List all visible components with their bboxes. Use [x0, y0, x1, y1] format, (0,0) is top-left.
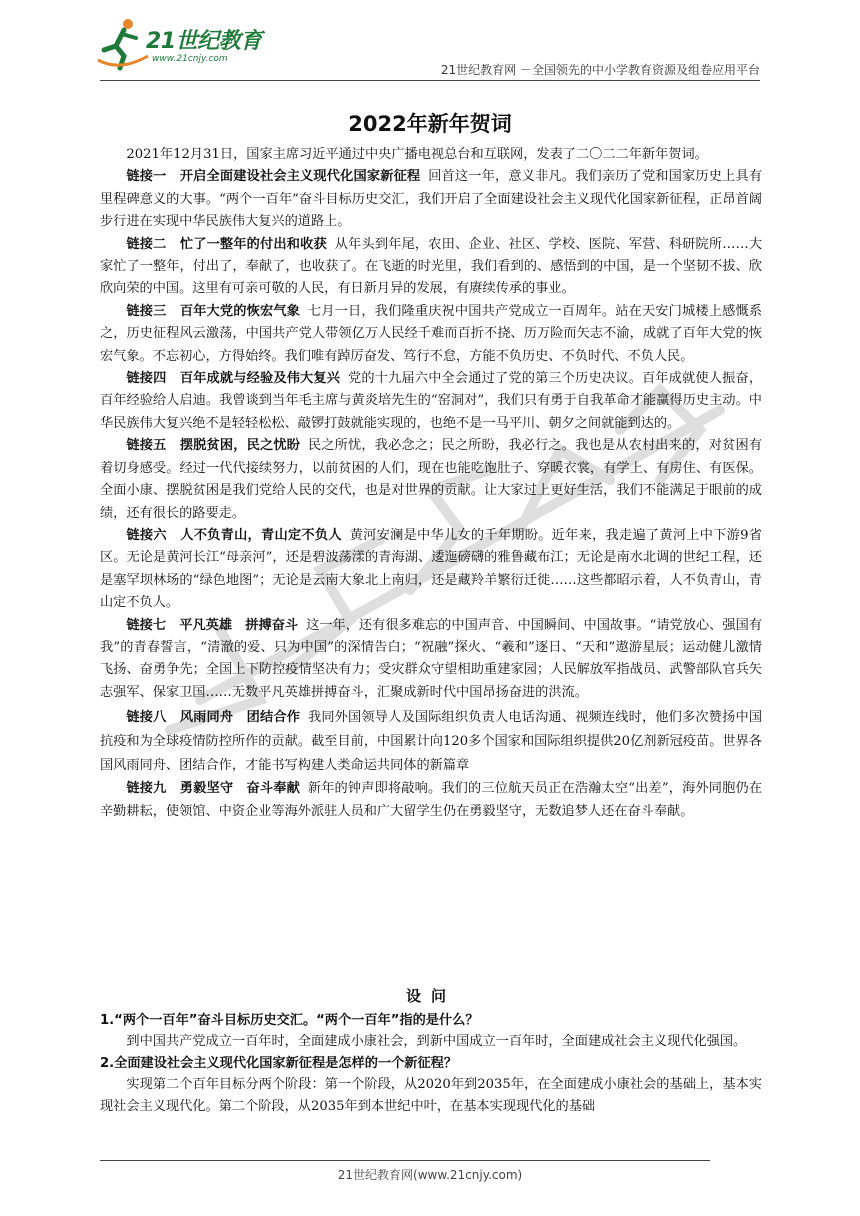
question: 1.“两个一百年”奋斗目标历史交汇。“两个一百年”指的是什么？: [100, 1012, 479, 1028]
link-heading: 链接三 百年大党的恢宏气象: [126, 303, 301, 319]
link-paragraph: [100, 166, 762, 233]
answer: 到中国共产党成立一百年时，全面建成小康社会，到新中国成立一百年时，全面建成社会主义现代化强国。: [126, 1034, 747, 1049]
site-logo[interactable]: [94, 14, 264, 76]
link-text: 七月一日，我们隆重庆祝中国共产党成立一百周年。站在天安门城楼上感慨系之，历史征程风云激荡，中国共产党人带领亿万人民经千难而百折不挠、历万险而矢志不渝，成就了百年大党的恢宏气象。不忘初心，方得始终。我们唯有踔厉奋发、笃行不怠，方能不负历史、不负时代、不负人民。: [100, 303, 763, 364]
logo-text: 21世纪教育: [146, 29, 262, 54]
page-header: [0, 0, 860, 82]
link-paragraph: [100, 301, 762, 368]
link-text: 我同外国领导人及国际组织负责人电话沟通、视频连线时，他们多次赞扬中国抗疫和为全球疫情防控所作的贡献。截至目前，中国累计向120多个国家和国际组织提供20亿剂新冠疫苗。世界各国风雨同舟、团结合作，才能书写构建人类命运共同体的新篇章: [100, 710, 763, 774]
link-heading: 链接八 风雨同舟 团结合作: [126, 710, 301, 726]
link-text: 新年的钟声即将敲响。我们的三位航天员正在浩瀚太空“出差”，海外同胞仍在辛勤耕耘，使领馆、中资企业等海外派驻人员和广大留学生仍在勇毅坚守，无数追梦人还在奋斗奉献。: [100, 781, 763, 819]
questions-section: [100, 986, 762, 1117]
answer: 实现第二个百年目标分两个阶段：第一个阶段，从2020年到2035年，在全面建成小康社会的基础上，基本实现社会主义现代化。第二个阶段，从2035年到本世纪中叶，在基本实现现代化的基础: [100, 1077, 762, 1114]
link-paragraph: [100, 234, 762, 301]
link-heading: 链接一 开启全面建设社会主义现代化国家新征程: [126, 169, 421, 185]
link-paragraph: [100, 778, 762, 823]
question: 2.全面建设社会主义现代化国家新征程是怎样的一个新征程？: [100, 1055, 458, 1071]
link-text: 从年头到年尾，农田、企业、社区、学校、医院、军营、科研院所……大家忙了一整年，付出了，奉献了，也收获了。在飞逝的时光里，我们看到的、感悟到的中国，是一个坚韧不拔、欣欣向荣的中国。这里有可亲可敬的人民，有日新月异的发展，有赓续传承的事业。: [100, 236, 763, 297]
site-name[interactable]: 21世纪教育网: [440, 63, 517, 77]
runner-icon: [94, 16, 150, 72]
link-heading: 链接五 摆脱贫困，民之忧盼: [126, 438, 301, 454]
questions-title: 设问: [405, 987, 456, 1005]
link-paragraph: [100, 615, 762, 705]
link-heading: 链接七 平凡英雄 拼搏奋斗: [126, 617, 299, 633]
page-footer[interactable]: 21世纪教育网(www.21cnjy.com): [337, 1168, 523, 1182]
link-paragraph: [100, 706, 762, 778]
intro-paragraph: 2021年12月31日，国家主席习近平通过中央广播电视总台和互联网，发表了二〇二二年新年贺词。: [126, 147, 708, 162]
logo-url: www.21cnjy.com: [152, 54, 228, 64]
link-heading: 链接六 人不负青山，青山定不负人: [126, 527, 342, 543]
link-paragraph: [100, 525, 762, 615]
link-text: 民之所忧，我必念之；民之所盼，我必行之。我也是从农村出来的，对贫困有着切身感受。经过一代代接续努力，以前贫困的人们，现在也能吃饱肚子、穿暖衣裳，有学上、有房住、有医保。全面小康、摆脱贫困是我们党给人民的交代，也是对世界的贡献。让大家过上更好生活，我们不能满足于眼前的成绩，还有很长的路要走。: [100, 438, 763, 521]
tagline: －全国领先的中小学教育资源及组卷应用平台: [519, 63, 760, 77]
link-text: 这一年，还有很多难忘的中国声音、中国瞬间、中国故事。“请党放心、强国有我”的青春誓言，“清澈的爱、只为中国”的深情告白；“祝融”探火、“羲和”逐日、“天和”遨游星辰；运动健儿激情飞扬、奋勇争先；全国上下防控疫情坚决有力；受灾群众守望相助重建家园；人民解放军指战员、武警部队官兵矢志强军、保家卫国……无数平凡英雄拼搏奋斗，汇聚成新时代中国昂扬奋进的洪流。: [100, 617, 763, 700]
link-heading: 链接九 勇毅坚守 奋斗奉献: [126, 781, 300, 797]
link-text: 黄河安澜是中华儿女的千年期盼。近年来，我走遍了黄河上中下游9省区。无论是黄河长江“母亲河”，还是碧波荡漾的青海湖、逶迤磅礴的雅鲁藏布江；无论是南水北调的世纪工程，还是塞罕坝林场的“绿色地图”；无论是云南大象北上南归，还是藏羚羊繁衍迁徙……这些都昭示着，人不负青山，青山定不负人。: [100, 527, 763, 611]
link-paragraph: [100, 368, 762, 435]
link-heading: 链接四 百年成就与经验及伟大复兴: [126, 371, 341, 387]
page-title: 2022年新年贺词: [348, 112, 512, 136]
link-text: 回首这一年，意义非凡。我们亲历了党和国家历史上具有里程碑意义的大事。“两个一百年”奋斗目标历史交汇，我们开启了全面建设社会主义现代化国家新征程，正昂首阔步行进在实现中华民族伟大复兴的道路上。: [100, 169, 763, 230]
footer-divider: [100, 1160, 710, 1161]
header-tagline: [441, 61, 760, 78]
header-divider: [100, 80, 760, 81]
link-heading: 链接二 忙了一整年的付出和收获: [126, 236, 327, 252]
link-paragraph: [100, 435, 762, 525]
article-body: [100, 144, 762, 823]
link-text: 党的十九届六中全会通过了党的第三个历史决议。百年成就使人振奋，百年经验给人启迪。我曾谈到当年毛主席与黄炎培先生的“窑洞对”，我们只有勇于自我革命才能赢得历史主动。中华民族伟大复兴绝不是轻轻松松、敲锣打鼓就能实现的，也绝不是一马平川、朝夕之间就能到达的。: [100, 371, 763, 431]
